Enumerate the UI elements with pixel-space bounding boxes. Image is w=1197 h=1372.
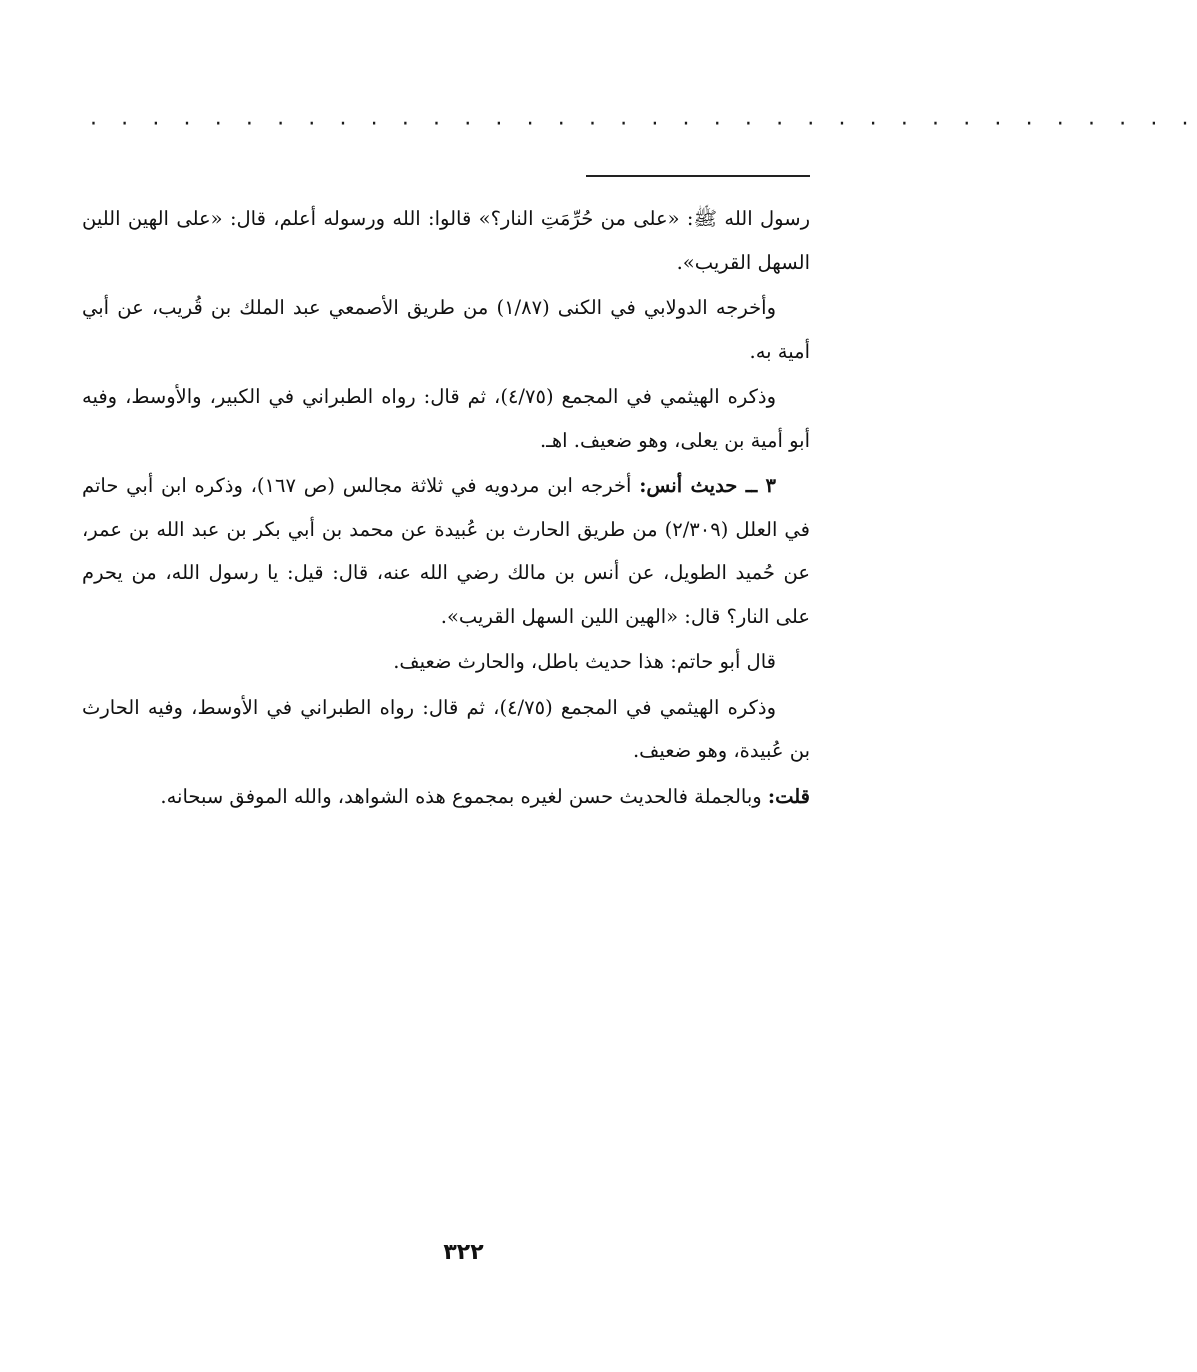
paragraph-5-text: قال أبو حاتم: هذا حديث باطل، والحارث ضعيف. (393, 650, 776, 673)
paragraph-4-lead: ٣ ــ حديث أنس: (639, 474, 776, 497)
paragraph-2-text: وأخرجه الدولابي في الكنى (١/٨٧) من طريق الأصمعي عبد الملك بن قُريب، عن أبي أمية به. (82, 296, 810, 363)
separator-dots: · · · · · · · · · · · · · · · · · · · · · · · · · · · · · · · · · · · · (90, 112, 1197, 137)
body-text (82, 197, 810, 820)
paragraph-5 (82, 640, 810, 686)
paragraph-1-text: رسول الله ﷺ: «على من حُرِّمَتِ النار؟» قالوا: الله ورسوله أعلم، قال: «على الهين اللين السهل القريب». (82, 207, 810, 274)
paragraph-4-text: أخرجه ابن مردويه في ثلاثة مجالس (ص ١٦٧)، وذكره ابن أبي حاتم في العلل (٢/٣٠٩) من طريق الحارث بن عُبيدة عن محمد بن أبي بكر بن عبد الله بن عمر، عن حُميد الطويل، عن أنس بن مالك رضي الله عنه، قال: قيل: يا رسول الله، من يحرم على النار؟ قال: «الهين اللين السهل القريب». (82, 474, 810, 628)
paragraph-6 (82, 686, 810, 775)
paragraph-2 (82, 286, 810, 375)
paragraph-4 (82, 464, 810, 640)
paragraph-7 (82, 775, 810, 821)
paragraph-7-lead: قلت: (767, 784, 810, 808)
paragraph-6-text: وذكره الهيثمي في المجمع (٤/٧٥)، ثم قال: رواه الطبراني في الأوسط، وفيه الحارث بن عُبيدة، وهو ضعيف. (82, 695, 810, 762)
paragraph-1 (82, 197, 810, 286)
page-number: ٣٢٢ (443, 1240, 484, 1265)
paragraph-7-text: وبالجملة فالحديث حسن لغيره بمجموع هذه الشواهد، والله الموفق سبحانه. (160, 784, 768, 808)
paragraph-3-text: وذكره الهيثمي في المجمع (٤/٧٥)، ثم قال: رواه الطبراني في الكبير، والأوسط، وفيه أبو أمية بن يعلى، وهو ضعيف. اهـ. (82, 385, 810, 452)
footnote-rule (586, 175, 810, 177)
paragraph-3 (82, 375, 810, 464)
